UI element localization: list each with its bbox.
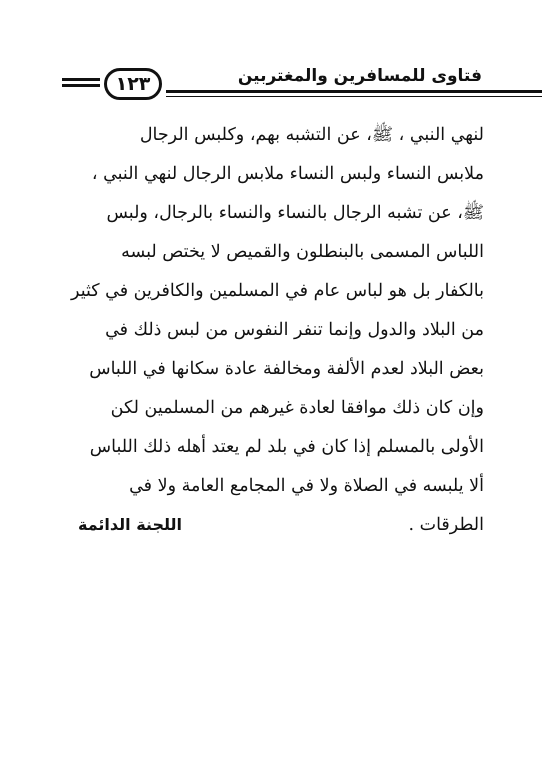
text-line: لنهي النبي ، ﷺ، عن التشبه بهم، وكلبس الرجال (139, 125, 484, 145)
text-line: من البلاد والدول وإنما تنفر النفوس من لبس ذلك في (105, 320, 484, 340)
running-title: فتاوى للمسافرين والمغتربين (237, 66, 482, 86)
signature-committee: اللجنة الدائمة (77, 515, 182, 534)
text-line: ملابس النساء ولبس النساء ملابس الرجال لنهي النبي ، (91, 164, 484, 184)
page-header (62, 66, 482, 106)
text-line: بعض البلاد لعدم الألفة ومخالفة عادة سكانها في اللباس (89, 359, 484, 379)
header-rule (166, 90, 542, 93)
text-line: اللباس المسمى بالبنطلون والقميص لا يختص لبسه (121, 242, 484, 262)
text-line: ألا يلبسه في الصلاة ولا في المجامع العامة ولا في (129, 476, 484, 496)
text-line: الأولى بالمسلم إذا كان في بلد لم يعتد أهله ذلك اللباس (89, 437, 484, 457)
header-rule-thin (166, 96, 542, 97)
text-line: بالكفار بل هو لباس عام في المسلمين والكافرين في كثير (71, 281, 484, 301)
page-number: ١٢٣ (115, 73, 151, 95)
header-ornament-dash (62, 78, 100, 81)
text-line: ﷺ، عن تشبه الرجال بالنساء والنساء بالرجال، ولبس (106, 203, 484, 223)
fatwa-text (66, 116, 484, 545)
page-number-badge (104, 68, 162, 100)
header-ornament-dash (62, 84, 100, 87)
text-line: الطرقات . (408, 515, 484, 535)
text-line: وإن كان ذلك موافقا لعادة غيرهم من المسلمين لكن (110, 398, 484, 418)
